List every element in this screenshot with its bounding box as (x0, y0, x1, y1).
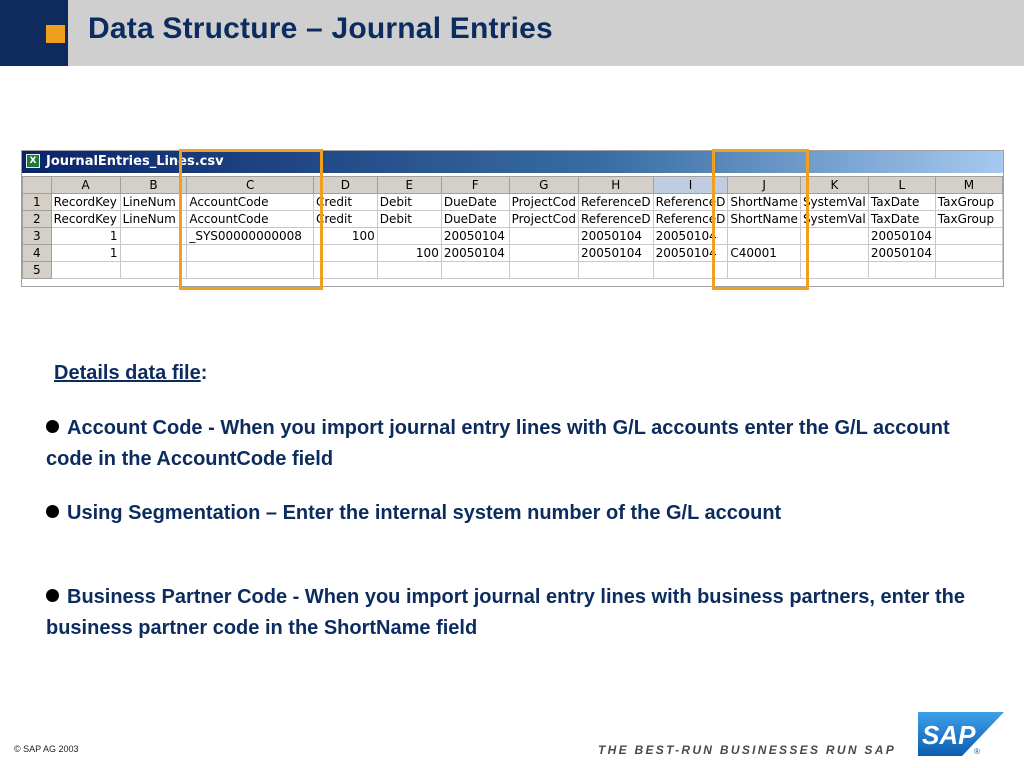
cell[interactable]: ShortName (728, 211, 801, 228)
cell[interactable] (800, 228, 868, 245)
row-header[interactable]: 2 (23, 211, 52, 228)
cell[interactable]: ProjectCod (509, 211, 578, 228)
select-all-corner[interactable] (23, 177, 52, 194)
cell[interactable]: AccountCode (187, 194, 314, 211)
excel-icon: X (26, 154, 40, 168)
cell[interactable]: RecordKey (51, 194, 120, 211)
cell[interactable]: 20050104 (868, 245, 935, 262)
sap-registered-mark: ® (974, 747, 980, 756)
cell[interactable] (51, 262, 120, 279)
header-accent-square (46, 25, 65, 43)
spreadsheet-grid (22, 176, 1003, 279)
cell[interactable] (377, 228, 441, 245)
cell[interactable] (509, 245, 578, 262)
sap-logo (918, 712, 1004, 756)
table-row (23, 245, 1003, 262)
cell[interactable]: RecordKey (51, 211, 120, 228)
sap-tagline: THE BEST-RUN BUSINESSES RUN SAP (598, 743, 896, 757)
cell[interactable] (441, 262, 509, 279)
cell[interactable]: 20050104 (653, 245, 728, 262)
row-header[interactable]: 5 (23, 262, 52, 279)
table-row (23, 228, 1003, 245)
cell[interactable]: 20050104 (578, 228, 653, 245)
cell[interactable]: C40001 (728, 245, 801, 262)
column-header-b[interactable]: B (120, 177, 187, 194)
column-header-f[interactable]: F (441, 177, 509, 194)
column-header-c[interactable]: C (187, 177, 314, 194)
cell[interactable] (120, 262, 187, 279)
cell[interactable]: 1 (51, 228, 120, 245)
cell[interactable] (509, 228, 578, 245)
cell[interactable]: 20050104 (653, 228, 728, 245)
highlight-accountcode-column (179, 149, 323, 290)
cell[interactable]: Credit (314, 211, 378, 228)
table-row (23, 194, 1003, 211)
spreadsheet-filename: JournalEntries_Lines.csv (46, 154, 224, 169)
bullet-text: Business Partner Code - When you import journal entry lines with business partners, enter the business partner code in the ShortName field (46, 586, 965, 639)
cell[interactable]: TaxGroup (935, 211, 1002, 228)
cell[interactable] (314, 245, 378, 262)
copyright-notice: © SAP AG 2003 (14, 744, 79, 754)
column-header-g[interactable]: G (509, 177, 578, 194)
cell[interactable]: SystemVal (800, 211, 868, 228)
cell[interactable] (935, 245, 1002, 262)
sap-logo-text: SAP (922, 720, 976, 750)
cell[interactable]: 1 (51, 245, 120, 262)
column-header-i[interactable]: I (653, 177, 728, 194)
row-header[interactable]: 4 (23, 245, 52, 262)
cell[interactable]: 100 (377, 245, 441, 262)
cell[interactable]: Debit (377, 194, 441, 211)
highlight-shortname-column (712, 149, 809, 290)
details-heading-label: Details data file (54, 362, 201, 384)
details-heading (54, 362, 207, 385)
cell[interactable] (868, 262, 935, 279)
column-header-row (23, 177, 1003, 194)
cell[interactable]: TaxDate (868, 211, 935, 228)
column-header-k[interactable]: K (800, 177, 868, 194)
column-header-a[interactable]: A (51, 177, 120, 194)
table-row (23, 262, 1003, 279)
column-header-l[interactable]: L (868, 177, 935, 194)
cell[interactable]: ReferenceD (578, 194, 653, 211)
cell[interactable]: LineNum (120, 211, 187, 228)
cell[interactable]: ReferenceD (653, 211, 728, 228)
row-header[interactable]: 3 (23, 228, 52, 245)
cell[interactable]: TaxDate (868, 194, 935, 211)
table-row (23, 211, 1003, 228)
cell[interactable]: AccountCode (187, 211, 314, 228)
cell[interactable]: 20050104 (578, 245, 653, 262)
slide-title: Data Structure – Journal Entries (88, 12, 553, 45)
bullet-segmentation (46, 498, 966, 529)
cell[interactable]: 100 (314, 228, 378, 245)
cell[interactable] (377, 262, 441, 279)
bullet-dot-icon (46, 505, 59, 518)
column-header-j[interactable]: J (728, 177, 801, 194)
cell[interactable] (935, 262, 1002, 279)
spreadsheet-title-bar (22, 151, 1004, 173)
cell[interactable]: 20050104 (441, 228, 509, 245)
cell[interactable] (578, 262, 653, 279)
row-header[interactable]: 1 (23, 194, 52, 211)
bullet-text: Account Code - When you import journal entry lines with G/L accounts enter the G/L account code in the AccountCode field (46, 417, 950, 470)
bullet-text: Using Segmentation – Enter the internal system number of the G/L account (67, 502, 782, 524)
bullet-dot-icon (46, 589, 59, 602)
cell[interactable]: 20050104 (868, 228, 935, 245)
cell[interactable]: Credit (314, 194, 378, 211)
details-heading-colon: : (200, 362, 208, 384)
slide-header (0, 0, 1024, 66)
cell[interactable]: Debit (377, 211, 441, 228)
cell[interactable]: ShortName (728, 194, 801, 211)
cell[interactable]: DueDate (441, 194, 509, 211)
bullet-account-code (46, 413, 966, 475)
cell[interactable]: LineNum (120, 194, 187, 211)
cell[interactable]: DueDate (441, 211, 509, 228)
cell[interactable] (509, 262, 578, 279)
column-header-h[interactable]: H (578, 177, 653, 194)
column-header-d[interactable]: D (314, 177, 378, 194)
cell[interactable]: ReferenceD (578, 211, 653, 228)
column-header-e[interactable]: E (377, 177, 441, 194)
cell[interactable]: ProjectCod (509, 194, 578, 211)
column-header-m[interactable]: M (935, 177, 1002, 194)
cell[interactable]: TaxGroup (935, 194, 1002, 211)
cell[interactable]: SystemVal (800, 194, 868, 211)
bullet-business-partner (46, 582, 966, 644)
cell[interactable] (800, 262, 868, 279)
cell[interactable] (800, 245, 868, 262)
cell[interactable] (120, 228, 187, 245)
cell[interactable]: _SYS00000000008 (187, 228, 314, 245)
cell[interactable] (314, 262, 378, 279)
cell[interactable]: 20050104 (441, 245, 509, 262)
spreadsheet-window (21, 150, 1004, 287)
bullet-dot-icon (46, 420, 59, 433)
cell[interactable] (935, 228, 1002, 245)
cell[interactable]: ReferenceD (653, 194, 728, 211)
cell[interactable] (120, 245, 187, 262)
